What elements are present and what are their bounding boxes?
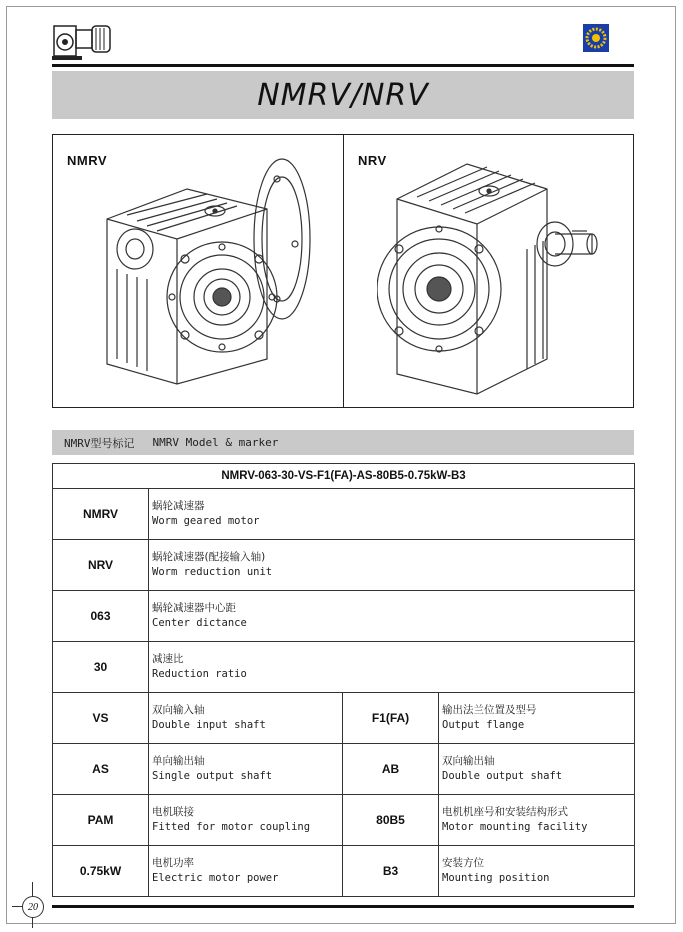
description-cn: 电机机座号和安装结构形式	[442, 806, 568, 818]
section-title-en: NMRV Model & marker	[152, 436, 279, 449]
row-description	[439, 846, 635, 897]
description-en: Worm reduction unit	[152, 566, 273, 578]
gearmotor-logo-icon	[52, 18, 114, 62]
description-cn: 安装方位	[442, 857, 484, 869]
row-key: 80B5	[343, 795, 439, 846]
row-description	[439, 744, 635, 795]
row-key: AS	[53, 744, 149, 795]
row-description	[149, 540, 635, 591]
description-cn: 单向输出轴	[152, 755, 205, 767]
page-title: NMRV/NRV	[257, 77, 429, 113]
model-code-table	[52, 463, 635, 897]
model-code-row	[53, 464, 635, 489]
description-cn: 蜗轮减速器(配接输入轴)	[152, 551, 266, 563]
table-row	[53, 540, 635, 591]
row-description	[149, 642, 635, 693]
row-key: 063	[53, 591, 149, 642]
row-key: F1(FA)	[343, 693, 439, 744]
page-number: 20	[22, 896, 44, 918]
description-en: Double input shaft	[152, 719, 266, 731]
description-en: Worm geared motor	[152, 515, 260, 527]
row-description	[149, 795, 343, 846]
row-description	[149, 693, 343, 744]
footer-rule	[52, 905, 634, 908]
panel-divider	[343, 135, 344, 407]
description-cn: 双向输入轴	[152, 704, 205, 716]
nmrv-image-label: NMRV	[67, 153, 108, 168]
description-cn: 减速比	[152, 653, 184, 665]
table-row	[53, 489, 635, 540]
description-en: Mounting position	[442, 872, 550, 884]
nrv-gearbox-drawing	[377, 149, 617, 399]
header-rule	[52, 64, 634, 67]
description-cn: 电机联接	[152, 806, 194, 818]
row-description	[439, 693, 635, 744]
row-description	[149, 489, 635, 540]
nrv-image-label: NRV	[358, 153, 387, 168]
description-en: Reduction ratio	[152, 668, 247, 680]
row-key: 30	[53, 642, 149, 693]
description-en: Output flange	[442, 719, 525, 731]
description-en: Fitted for motor coupling	[152, 821, 311, 833]
row-key: AB	[343, 744, 439, 795]
model-code: NMRV-063-30-VS-F1(FA)-AS-80B5-0.75kW-B3	[53, 464, 635, 489]
row-description	[149, 744, 343, 795]
table-row	[53, 795, 635, 846]
row-key: PAM	[53, 795, 149, 846]
description-cn: 蜗轮减速器中心距	[152, 602, 236, 614]
description-cn: 蜗轮减速器	[152, 500, 205, 512]
model-marker-heading	[52, 430, 634, 455]
row-key: B3	[343, 846, 439, 897]
table-row	[53, 642, 635, 693]
row-description	[149, 591, 635, 642]
table-row	[53, 744, 635, 795]
section-title-cn: NMRV型号标记	[64, 436, 135, 450]
row-key: NMRV	[53, 489, 149, 540]
description-en: Center dictance	[152, 617, 247, 629]
row-key: 0.75kW	[53, 846, 149, 897]
product-images-panel	[52, 134, 634, 408]
table-row	[53, 693, 635, 744]
row-description	[149, 846, 343, 897]
description-en: Motor mounting facility	[442, 821, 588, 833]
row-key: NRV	[53, 540, 149, 591]
nmrv-gearbox-drawing	[97, 149, 327, 399]
description-cn: 输出法兰位置及型号	[442, 704, 537, 716]
table-row	[53, 846, 635, 897]
company-logo-icon	[583, 24, 609, 52]
table-row	[53, 591, 635, 642]
description-en: Electric motor power	[152, 872, 279, 884]
row-description	[439, 795, 635, 846]
description-en: Single output shaft	[152, 770, 273, 782]
title-band	[52, 71, 634, 119]
description-en: Double output shaft	[442, 770, 563, 782]
description-cn: 电机功率	[152, 857, 194, 869]
row-key: VS	[53, 693, 149, 744]
description-cn: 双向输出轴	[442, 755, 495, 767]
